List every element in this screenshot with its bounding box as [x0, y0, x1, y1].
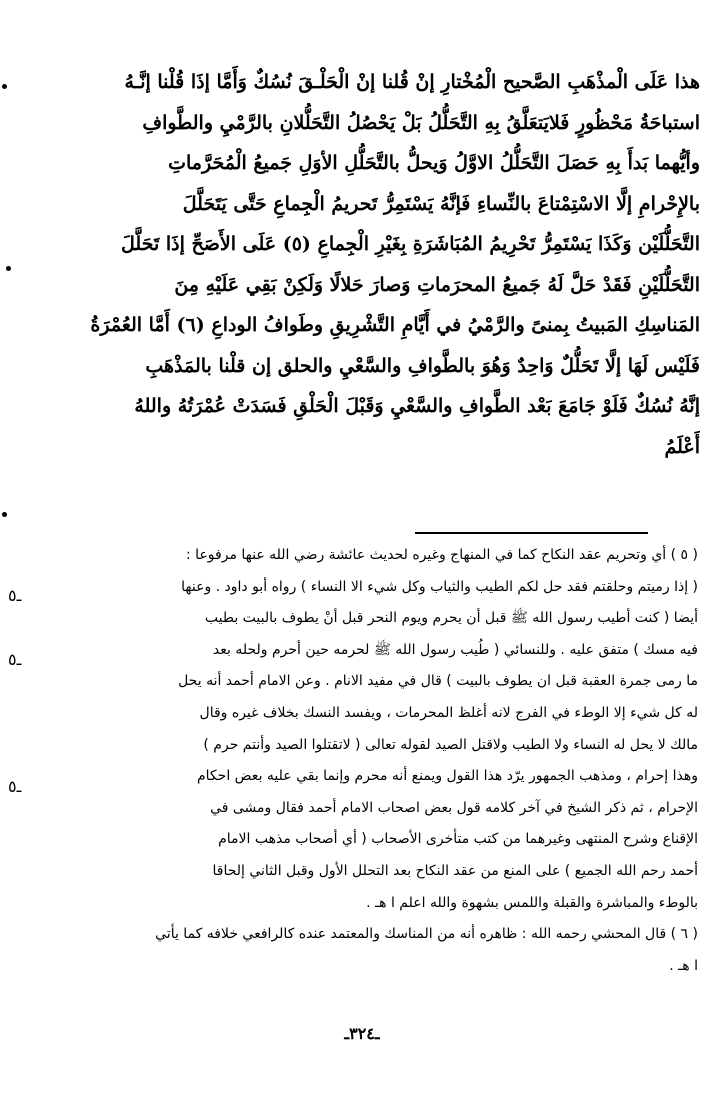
page-number: ـ٣٢٤ـ	[344, 1024, 380, 1043]
footnote-line: أيضا ( كنت أطيب رسول الله ﷺ قبل أن يحرم ويوم النحر قبل أنْ يطوف بالبيت بطيب	[204, 610, 698, 627]
footnote-margin-mark: ـ٥	[8, 650, 22, 669]
footnotes-block	[38, 540, 698, 982]
margin-dot-icon	[6, 266, 11, 271]
main-text-line: أَعْلَمُ	[664, 435, 700, 458]
main-text-line: هذا عَلَى الْمذْهَبِ الصَّحيح الْمُخْتارِ إنْ قُلنا إنْ الْحَلْـقَ نُسُكٌ وَأَمَّا إذَا قُلْنا إنَّـهُ	[124, 71, 700, 93]
footnote-line: فيه مسك ) متفق عليه . وللنسائي ( طُيب رسول الله ﷺ لحرمه حين أحرم ولحله بعد	[212, 641, 698, 658]
footnote-line: ( ٥ ) أي وتحريم عقد النكاح كما في المنهاج وغيره لحديث عائشة رضي الله عنها مرفوعا :	[186, 547, 698, 563]
main-text-line: المَناسِكِ المَبيتُ بِمنىً والرَّمْيُ في أَيَّامِ التَّشْرِيقِ وطَوافُ الوداعِ (٦) أَمَّا العُمْرَةُ	[90, 314, 700, 336]
footnote-separator-rule	[415, 532, 648, 534]
main-text-line: بالإِحْرامِ إلَّا الاسْتِمْتاعَ بالنِّساءِ فَإنَّهُ يَسْتَمِرُّ تَحريمُ الْجِماعِ حَتَّى يَتَحَلَّلَ	[182, 192, 700, 215]
footnote-line: أحمد رحم الله الجميع ) على المنع من عقد النكاح بعد التحلل الأول وقبل الثاني إلحاقا	[212, 862, 698, 879]
main-text-block	[60, 62, 700, 467]
main-text-line: فَلَيْس لَهَا إلَّا تَحَلُّلٌ وَاحِدٌ وَهُوَ بالطَّوافِ والسَّعْيِ والحلق إن قلْنا بالمَذْهَبِ	[145, 354, 700, 377]
main-text-line: استباحَةُ مَحْظُورٍ فَلايَتعَلَّقُ بِهِ التَّحَلُّلُ بَلْ يَحْصُلُ التَّحَلُّلانِ بالرَّمْيِ والطَّوافِ	[142, 111, 700, 134]
main-text-line: إنَّهُ نُسُكٌ فَلَوْ جَامَعَ بَعْد الطَّوافِ والسَّعْيِ وَقَبْلَ الْحَلْقِ فَسَدَتْ عُمْرَتُهُ واللهُ	[134, 395, 700, 417]
footnote-line: ( ٦ ) قال المحشي رحمه الله : ظاهره أنه من المناسك والمعتمد عنده كالرافعي خلافه كما يأتي	[155, 926, 698, 943]
footnote-line: له كل شيء إلا الوطء في الفرج لانه أغلظ المحرمات ، ويفسد النسك بخلاف غيره وقال	[199, 704, 698, 721]
footnote-line: ما رمى جمرة العقبة قبل ان يطوف بالبيت ) قال في مفيد الانام . وعن الامام أحمد أنه يحل	[178, 673, 698, 690]
margin-dot-icon	[2, 512, 7, 517]
footnote-margin-mark: ـ٥	[8, 777, 22, 796]
footnote-line: ( إذا رميتم وحلقتم فقد حل لكم الطيب والثياب وكل شيء الا النساء ) رواه أبو داود . وعنها	[181, 578, 698, 595]
main-text-line: التَّحَلُّلَيْنِ فَقَدْ حَلَّ لَهُ جَميعُ المحرَماتِ وَصارَ حَلالًا وَلَكِنْ بَقِي عَلَيْهِ مِنَ	[174, 273, 700, 296]
footnote-line: الإحرام ، ثم ذكر الشيخ في آخر كلامه قول بعض اصحاب الامام أحمد فقال ومشى في	[210, 799, 698, 816]
footnote-margin-mark: ـ٥	[8, 586, 22, 605]
footnote-line: الإقناع وشرح المنتهى وغيرهما من كتب متأخرى الأصحاب ( أي أصحاب مذهب الامام	[218, 831, 698, 848]
footnote-line: ا هـ .	[669, 957, 698, 974]
main-text-line: التَّحَلُّلَيْن وَكَذَا يَسْتَمِرُّ تَحْرِيمُ المُبَاشَرَةِ بِغَيْرِ الْجِماعِ (٥) عَلَى الأَصَحِّ إذَا تَحَلَّلَ	[121, 233, 700, 255]
margin-dot-icon	[2, 84, 7, 89]
footnote-line: وهذا إحرام ، ومذهب الجمهور يرّد هذا القول ويمنع أنه محرم وإنما بقي عليه بعض احكام	[197, 768, 698, 785]
footnote-line: بالوطء والمباشرة والقبلة واللمس بشهوة والله اعلم ا هـ .	[366, 894, 698, 911]
footnote-line: مالك لا يحل له النساء ولا الطيب ولاقتل الصيد لقوله تعالى ( لاتقتلوا الصيد وأنتم حرم )	[203, 736, 698, 753]
main-text-line: وأيُّهما بَدأَ بِهِ حَصَلَ التَّحَلُّلُ الاوَّلُ وَيحلُّ بالتَّحَلُّلِ الأوَلِ جَميعُ الْمُحَرَّماتِ	[168, 152, 700, 174]
